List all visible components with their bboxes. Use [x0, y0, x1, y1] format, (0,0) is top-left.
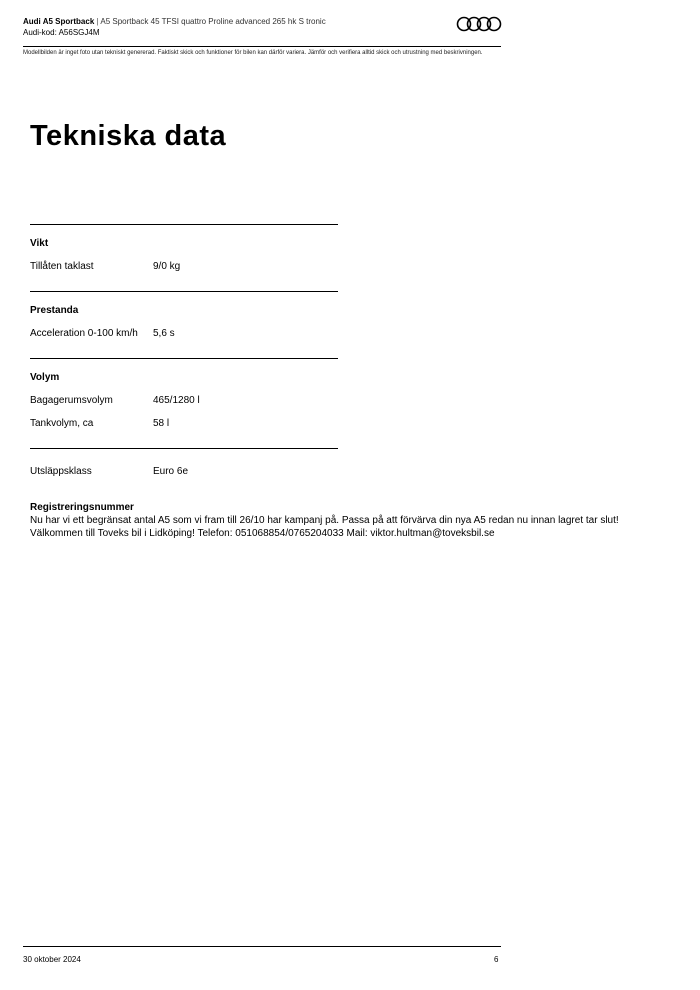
model-variant: A5 Sportback 45 TFSI quattro Proline advanced 265 hk S tronic: [100, 17, 326, 26]
section-title: Volym: [30, 372, 60, 383]
document-header: [23, 16, 501, 38]
spec-label: Acceleration 0-100 km/h: [30, 328, 138, 339]
spec-label: Tankvolym, ca: [30, 418, 94, 429]
audi-code-label: Audi-kod:: [23, 28, 57, 37]
registration-text-line-1: Nu har vi ett begränsat antal A5 som vi fram till 26/10 har kampanj på. Passa på att förvärva din nya A5 redan nu innan lagret tar slut!: [30, 515, 619, 526]
audi-code-line: [23, 27, 501, 38]
registration-text-line-2: Välkommen till Toveks bil i Lidköping! Telefon: 051068854/0765204033 Mail: viktor.hultman@toveksbil.se: [30, 528, 495, 539]
footer-divider: [23, 946, 501, 947]
spec-row: [30, 394, 338, 408]
registration-block: [30, 501, 670, 540]
disclaimer-text: Modellbilden är inget foto utan tekniskt genererad. Faktiskt skick och funktioner för bilen kan därför variera. Jämför och verifiera alltid skick och utrustning med beskrivningen.: [23, 50, 483, 56]
page-number: 6: [494, 955, 499, 964]
registration-title: Registreringsnummer: [30, 502, 134, 513]
spec-label: Tillåten taklast: [30, 261, 94, 272]
spec-section-volume: [30, 358, 338, 448]
spec-value: 9/0 kg: [153, 261, 181, 272]
audi-code-value: A56SGJ4M: [58, 28, 100, 37]
model-line: [23, 16, 501, 27]
spec-section-emission: [30, 448, 338, 496]
spec-section-weight: [30, 224, 338, 291]
header-separator: |: [96, 17, 99, 26]
footer-date: 30 oktober 2024: [23, 955, 81, 964]
spec-row: [30, 417, 338, 431]
spec-value: Euro 6e: [153, 466, 189, 477]
model-name: Audi A5 Sportback: [23, 17, 95, 26]
spec-value: 58 l: [153, 418, 170, 429]
spec-value: 465/1280 l: [153, 395, 200, 406]
header-divider: [23, 46, 501, 47]
page-title: Tekniska data: [30, 120, 227, 152]
spec-row: [30, 465, 338, 479]
spec-row: [30, 327, 338, 341]
spec-section-performance: [30, 291, 338, 358]
spec-row: [30, 260, 338, 274]
spec-label: Bagagerumsvolym: [30, 395, 113, 406]
spec-value: 5,6 s: [153, 328, 175, 339]
spec-table: [30, 224, 338, 496]
section-title: Vikt: [30, 238, 49, 249]
section-title: Prestanda: [30, 305, 79, 316]
audi-rings-logo-icon: [456, 16, 502, 32]
spec-label: Utsläppsklass: [30, 466, 92, 477]
